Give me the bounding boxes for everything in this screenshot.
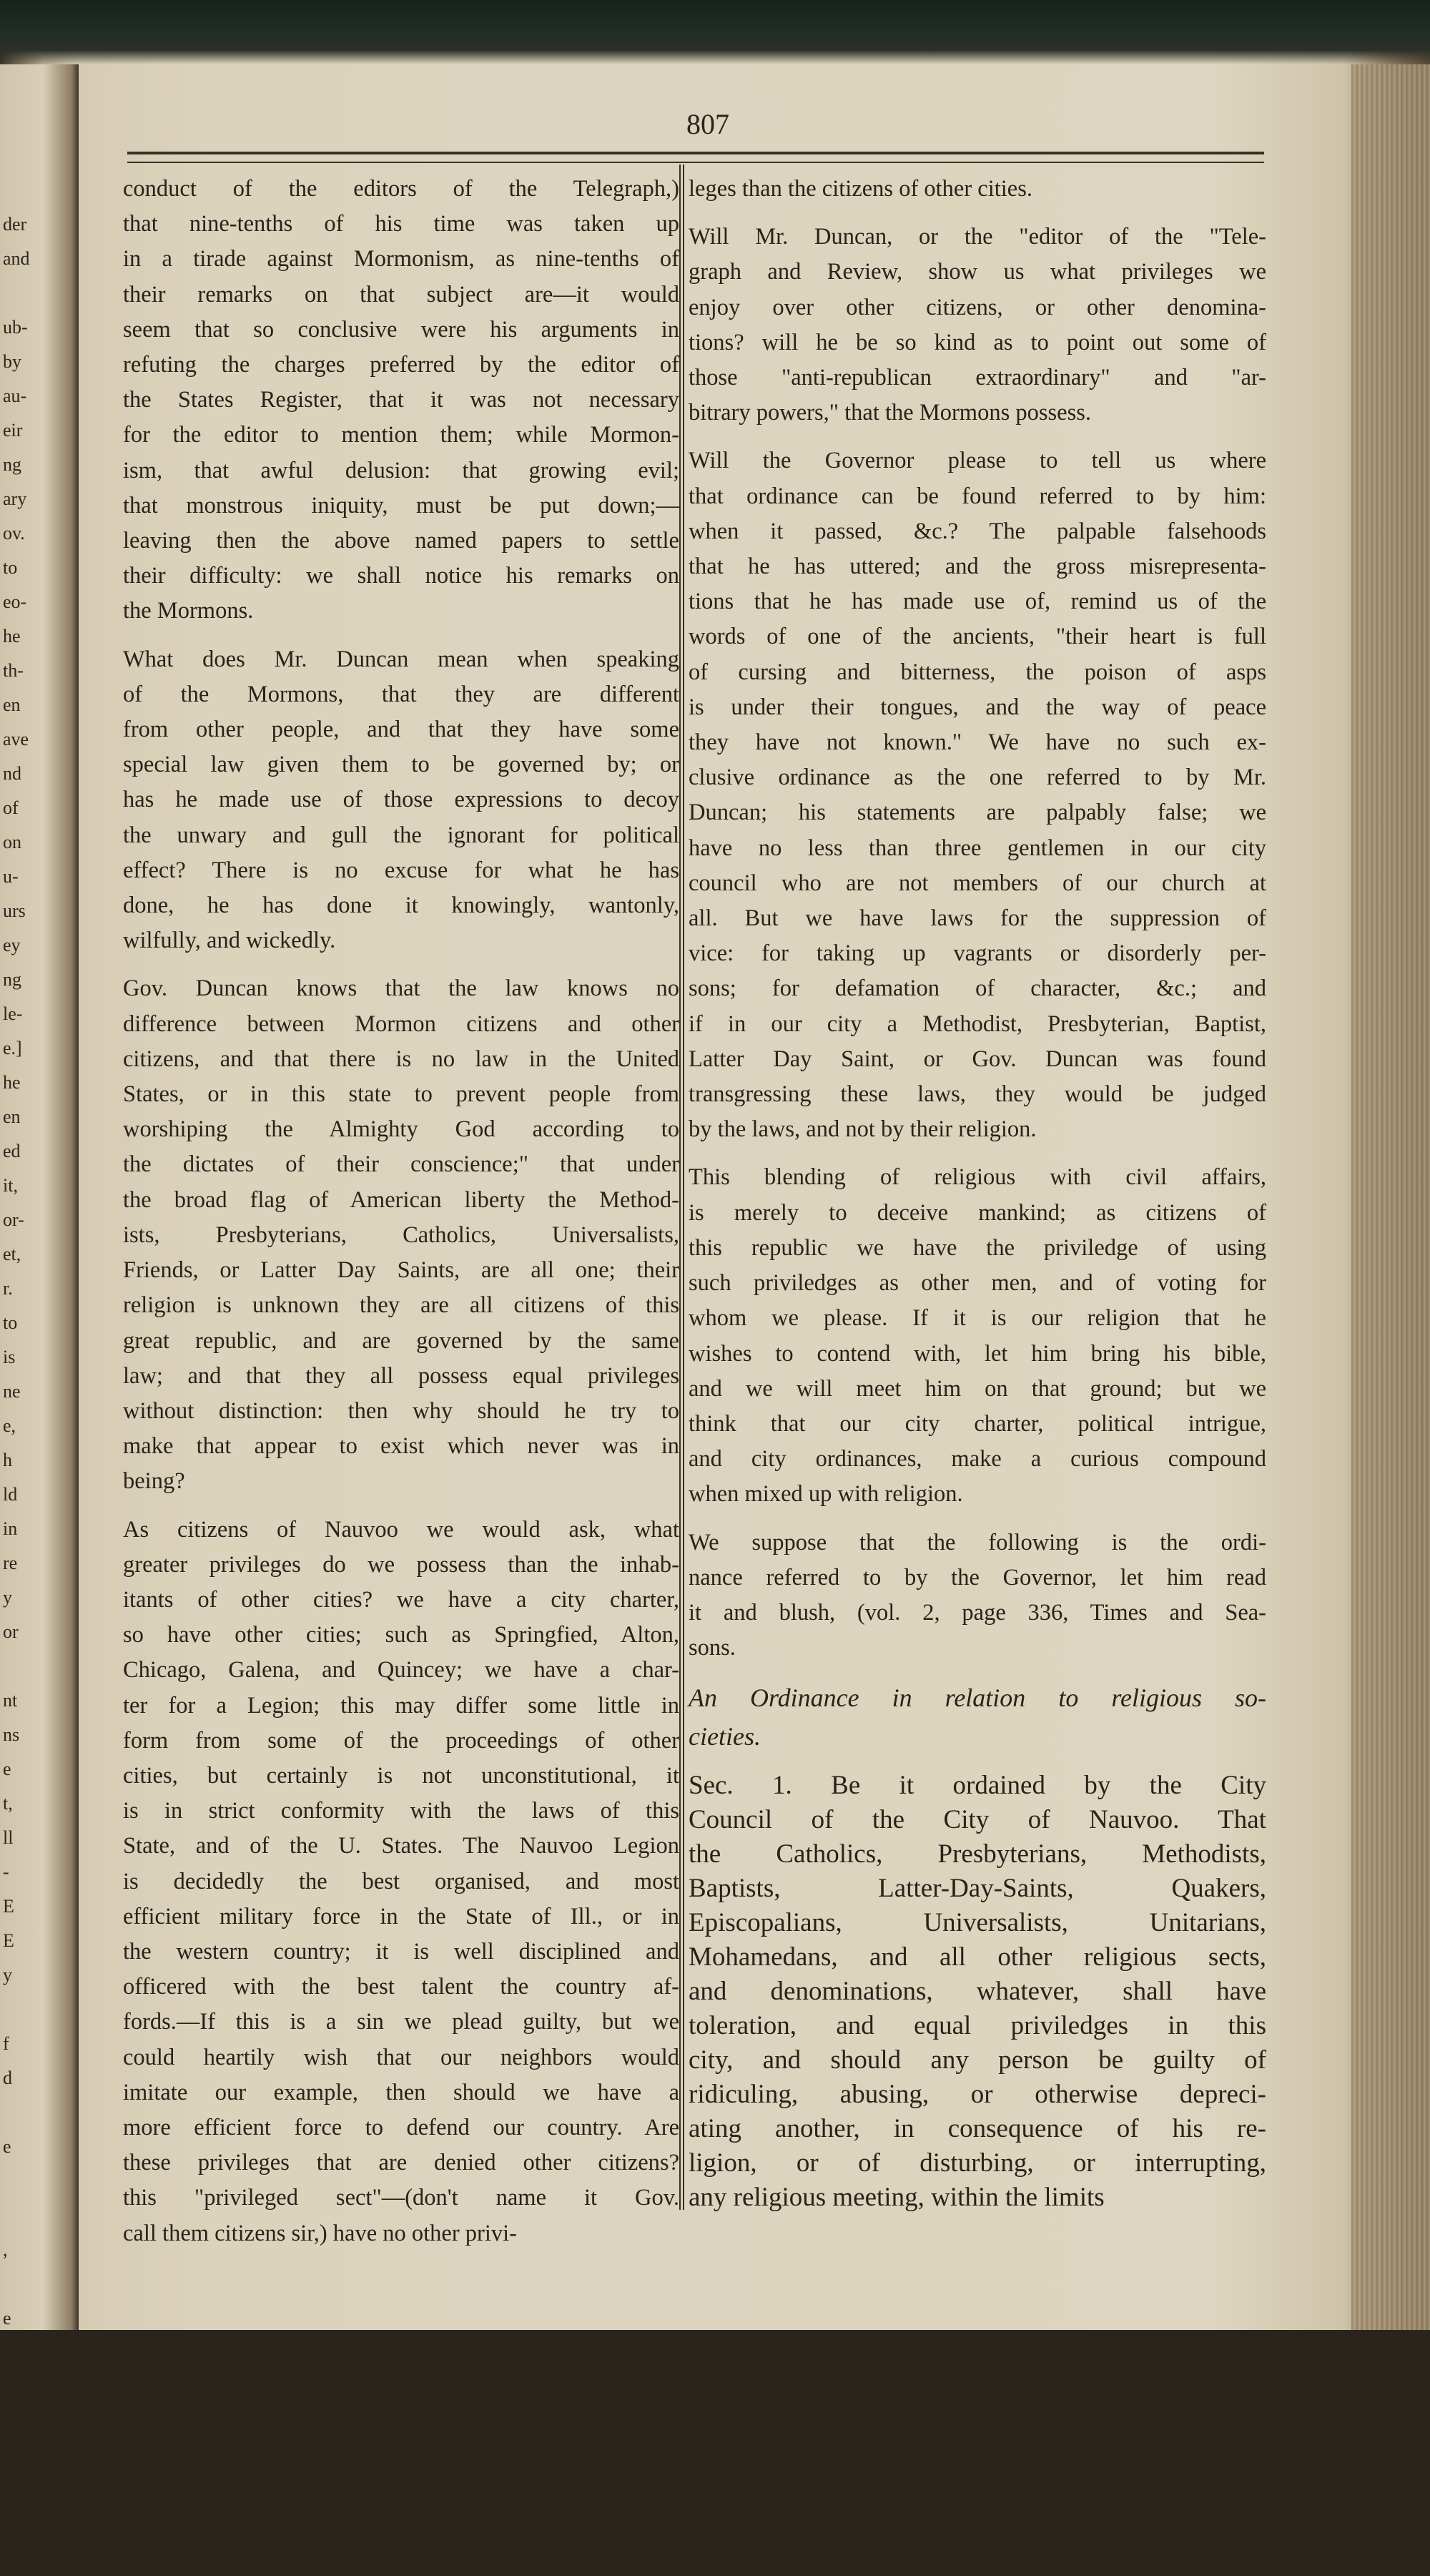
facing-page-fragment: he xyxy=(3,1072,21,1093)
text-line: tions? will he be so kind as to point out some of xyxy=(689,329,1266,355)
facing-page-fragment: - xyxy=(3,1862,9,1882)
text-line: think that our city charter, political intrigue, xyxy=(689,1410,1266,1437)
paragraph xyxy=(689,1769,1266,2215)
facing-page-fragment: en xyxy=(3,1106,21,1127)
text-line: nance referred to by the Governor, let him read xyxy=(689,1564,1266,1591)
text-line: whom we please. If it is our religion that he xyxy=(689,1305,1266,1332)
paragraph-gap xyxy=(689,431,1266,443)
facing-page-fragment: or- xyxy=(3,1209,24,1230)
text-line: so have other cities; such as Springfied, Alton, xyxy=(123,1622,679,1648)
facing-page-fragment: der xyxy=(3,214,27,235)
text-line: This blending of religious with civil affairs, xyxy=(689,1164,1266,1191)
paragraph xyxy=(123,172,679,629)
facing-page-fragment: he xyxy=(3,626,21,647)
facing-page-fragment: , xyxy=(3,2239,8,2260)
text-line: the western country; it is well disciplined and xyxy=(123,1938,679,1965)
facing-page-fragment: eir xyxy=(3,420,23,441)
facing-page-fragment: r. xyxy=(3,1278,13,1299)
facing-page-fragment: ng xyxy=(3,454,21,475)
text-line: religion is unknown they are all citizens of this xyxy=(123,1292,679,1319)
text-line: those "anti-republican extraordinary" and "ar- xyxy=(689,365,1266,391)
facing-page-fragment: e, xyxy=(3,1415,16,1436)
text-line: is in strict conformity with the laws of this xyxy=(123,1798,679,1824)
facing-page-fragment: it, xyxy=(3,1175,18,1196)
text-line: it and blush, (vol. 2, page 336, Times and Sea- xyxy=(689,1599,1266,1626)
text-line: call them citizens sir,) have no other privi- xyxy=(123,2220,518,2246)
text-line: As citizens of Nauvoo we would ask, what xyxy=(123,1516,679,1543)
book-spine-band xyxy=(0,0,1430,64)
facing-page-fragment xyxy=(3,1649,46,1683)
text-line: States, or in this state to prevent people from xyxy=(123,1081,679,1108)
text-line: more efficient force to defend our country. Are xyxy=(123,2114,679,2140)
text-line: special law given them to be governed by; or xyxy=(123,752,679,778)
text-line: itants of other cities? we have a city charter, xyxy=(123,1586,679,1613)
text-line: their difficulty: we shall notice his remarks on xyxy=(123,563,679,589)
text-line: the unwary and gull the ignorant for political xyxy=(123,822,679,848)
paragraph xyxy=(689,443,1266,1147)
text-line: that nine-tenths of his time was taken up xyxy=(123,211,679,237)
text-line: sons. xyxy=(689,1635,736,1661)
facing-page-fragment: eo- xyxy=(3,591,27,612)
text-line: wishes to contend with, let him bring his bible, xyxy=(689,1340,1266,1367)
facing-page-fragment: to xyxy=(3,557,18,578)
facing-page-fragment: ary xyxy=(3,488,27,509)
text-line: Duncan; his statements are palpably false; we xyxy=(689,800,1266,826)
text-line: of cursing and bitterness, the poison of asps xyxy=(689,659,1266,685)
facing-page-fragment: f xyxy=(3,2411,9,2432)
paragraph-gap xyxy=(689,207,1266,220)
facing-page-fragment: en xyxy=(3,694,21,715)
facing-page-fragment: au- xyxy=(3,385,27,406)
facing-page-fragment: e xyxy=(3,2136,11,2157)
text-line: bitrary powers," that the Mormons possess. xyxy=(689,400,1091,426)
text-line: leges than the citizens of other cities. xyxy=(689,176,1033,202)
text-line: by the laws, and not by their religion. xyxy=(689,1116,1037,1143)
text-line: form from some of the proceedings of other xyxy=(123,1727,679,1754)
paragraph-gap xyxy=(123,1500,679,1513)
text-line: State, and of the U. States. The Nauvoo Legion xyxy=(123,1833,679,1859)
text-line: Will Mr. Duncan, or the "editor of the "Tele- xyxy=(689,224,1266,250)
facing-page-fragment: of xyxy=(3,797,19,818)
facing-page-fragment: E xyxy=(3,1896,14,1917)
facing-page-fragment: by xyxy=(3,351,21,372)
text-line: greater privileges do we possess than the inhab- xyxy=(123,1551,679,1578)
text-line: has he made use of those expressions to decoy xyxy=(123,787,679,813)
text-line: make that appear to exist which never was in xyxy=(123,1433,679,1460)
text-line: tions that he has made use of, remind us of the xyxy=(689,589,1266,615)
text-line: An Ordinance in relation to religious so- xyxy=(689,1683,1266,1713)
text-line: What does Mr. Duncan mean when speaking xyxy=(123,646,679,672)
text-line: cities, but certainly is not unconstitutional, it xyxy=(123,1762,679,1789)
text-line: law; and that they all possess equal privileges xyxy=(123,1362,679,1389)
facing-page-fragment: th- xyxy=(3,660,24,681)
text-line: effect? There is no excuse for what he has xyxy=(123,857,679,883)
facing-page-fragment: y xyxy=(3,1965,12,1985)
text-line: enjoy over other citizens, or other denomina- xyxy=(689,294,1266,320)
paragraph xyxy=(689,1160,1266,1512)
facing-page-fragment: d xyxy=(3,2068,12,2088)
facing-page-fragment: ov. xyxy=(3,523,25,544)
text-line: ridiculing, abusing, or otherwise depreci- xyxy=(689,2080,1266,2110)
facing-page-fragment: on xyxy=(3,832,21,852)
text-line: done, he has done it knowingly, wantonly, xyxy=(123,893,679,919)
text-line: Chicago, Galena, and Quincey; we have a char- xyxy=(123,1657,679,1683)
facing-page-fragment xyxy=(3,2095,46,2130)
text-line: the broad flag of American liberty the Method- xyxy=(123,1186,679,1213)
facing-page-fragment: et, xyxy=(3,1244,21,1264)
facing-page-fragment: ng xyxy=(3,969,21,990)
paragraph-gap xyxy=(123,629,679,642)
column-divider xyxy=(679,164,684,2210)
facing-page-fragment: ns xyxy=(3,1724,20,1745)
facing-page-fragment: ub- xyxy=(3,317,28,338)
text-line: fords.—If this is a sin we plead guilty, but we xyxy=(123,2009,679,2035)
text-line: sons; for defamation of character, &c.; and xyxy=(689,975,1266,1002)
facing-page-fragment: t, xyxy=(3,1793,13,1814)
text-line: We suppose that the following is the ordi- xyxy=(689,1529,1266,1555)
facing-page-fragment: h xyxy=(3,1450,12,1470)
text-line: vice: for taking up vagrants or disorderly per- xyxy=(689,940,1266,967)
facing-page-fragment: 1 xyxy=(3,2548,12,2569)
text-line: cieties. xyxy=(689,1722,761,1751)
paragraph-gap xyxy=(689,1147,1266,1160)
text-line: and denominations, whatever, shall have xyxy=(689,1977,1266,2007)
text-line: conduct of the editors of the Telegraph,) xyxy=(123,176,679,202)
facing-page-fragment: e xyxy=(3,1759,11,1779)
facing-page-fragment xyxy=(3,2198,46,2233)
text-line: that ordinance can be found referred to by him: xyxy=(689,483,1266,509)
paragraph-gap xyxy=(689,1756,1266,1769)
text-line: ating another, in consequence of his re- xyxy=(689,2114,1266,2144)
text-line: great republic, and are governed by the same xyxy=(123,1327,679,1354)
facing-page-fragment xyxy=(3,2336,46,2370)
facing-page-fragment: le- xyxy=(3,1003,23,1024)
text-line: officered with the best talent the country af- xyxy=(123,1974,679,2000)
facing-page-fragment xyxy=(3,2164,46,2198)
text-line: is decidedly the best organised, and most xyxy=(123,1868,679,1894)
text-line: that he has uttered; and the gross misrepresenta- xyxy=(689,554,1266,580)
facing-page-fragment: nd xyxy=(3,763,21,784)
facing-page-fragment xyxy=(3,2267,46,2301)
text-line: is under their tongues, and the way of peace xyxy=(689,694,1266,720)
text-line: seem that so conclusive were his arguments in xyxy=(123,316,679,343)
right-column xyxy=(689,172,1266,2215)
facing-page-fragment: re xyxy=(3,1553,18,1573)
text-line: council who are not members of our church at xyxy=(689,870,1266,896)
facing-page-fragment: ld xyxy=(3,1484,18,1505)
paragraph xyxy=(689,172,1266,207)
facing-page-fragment: e.] xyxy=(3,1038,22,1058)
facing-page-fragment: u- xyxy=(3,866,19,887)
text-line: these privileges that are denied other citizens? xyxy=(123,2150,679,2176)
text-line: being? xyxy=(123,1468,185,1495)
facing-page-fragment: nt xyxy=(3,1690,18,1711)
facing-page-fragment: 1 xyxy=(3,2376,12,2397)
text-line: the Catholics, Presbyterians, Methodists, xyxy=(689,1839,1266,1869)
text-line: Friends, or Latter Day Saints, are all one; their xyxy=(123,1257,679,1284)
facing-page-fragment: ll xyxy=(3,1827,14,1848)
text-line: have no less than three gentlemen in our city xyxy=(689,835,1266,861)
text-line: graph and Review, show us what privileges we xyxy=(689,259,1266,285)
page-edges xyxy=(1351,64,1430,2330)
paragraph xyxy=(123,971,679,1499)
paragraph-gap xyxy=(689,1666,1266,1678)
text-line: wilfully, and wickedly. xyxy=(123,928,336,954)
text-line: and city ordinances, make a curious compound xyxy=(689,1446,1266,1473)
facing-page-fragment: urs xyxy=(3,900,26,921)
text-line: the Mormons. xyxy=(123,598,254,624)
facing-page-fragment: or xyxy=(3,1621,19,1642)
text-line: Baptists, Latter-Day-Saints, Quakers, xyxy=(689,1874,1266,1904)
text-line: the States Register, that it was not necessary xyxy=(123,387,679,413)
text-line: refuting the charges preferred by the editor of xyxy=(123,352,679,378)
text-line: that monstrous iniquity, must be put down;— xyxy=(123,492,679,518)
text-line: this "privileged sect"—(don't name it Gov. xyxy=(123,2185,679,2211)
text-line: leaving then the above named papers to settle xyxy=(123,528,679,554)
facing-page-edge xyxy=(0,64,79,2569)
text-line: ter for a Legion; this may differ some little in xyxy=(123,1692,679,1719)
facing-page-fragment: and xyxy=(3,248,30,269)
text-line: transgressing these laws, they would be judged xyxy=(689,1081,1266,1108)
facing-page-fragment: ne xyxy=(3,1381,21,1402)
text-line: they have not known." We have no such ex- xyxy=(689,729,1266,756)
text-line: Gov. Duncan knows that the law knows no xyxy=(123,975,679,1002)
facing-page-fragment: is xyxy=(3,1347,16,1367)
text-line: imitate our example, then should we have a xyxy=(123,2079,679,2105)
text-line: ism, that awful delusion: that growing evil; xyxy=(123,457,679,483)
text-line: any religious meeting, within the limits xyxy=(689,2183,1105,2213)
text-line: efficient military force in the State of Ill., or in xyxy=(123,1903,679,1929)
left-column xyxy=(123,172,679,2264)
text-line: and we will meet him on that ground; but we xyxy=(689,1375,1266,1402)
facing-page-fragment xyxy=(3,1992,46,2027)
text-line: such priviledges as other men, and of voting for xyxy=(689,1270,1266,1297)
paragraph xyxy=(689,220,1266,431)
text-line: Mohamedans, and all other religious sects, xyxy=(689,1942,1266,1972)
paragraph xyxy=(689,1525,1266,1666)
text-line: clusive ordinance as the one referred to by Mr. xyxy=(689,765,1266,791)
paragraph xyxy=(123,1513,679,2251)
paragraph-gap xyxy=(689,1513,1266,1525)
facing-page-fragment: ave xyxy=(3,729,29,749)
facing-page-fragment: ed xyxy=(3,1141,21,1161)
text-line: Latter Day Saint, or Gov. Duncan was found xyxy=(689,1046,1266,1072)
text-line: city, and should any person be guilty of xyxy=(689,2045,1266,2075)
page-number: 807 xyxy=(686,108,729,140)
text-line: Council of the City of Nauvoo. That xyxy=(689,1805,1266,1835)
text-line: words of one of the ancients, "their heart is full xyxy=(689,624,1266,650)
text-line: in a tirade against Mormonism, as nine-tenths of xyxy=(123,246,679,272)
text-line: is merely to deceive mankind; as citizens of xyxy=(689,1199,1266,1226)
text-line: Sec. 1. Be it ordained by the City xyxy=(689,1771,1266,1801)
text-line: worshiping the Almighty God according to xyxy=(123,1116,679,1143)
text-line: the dictates of their conscience;" that under xyxy=(123,1151,679,1178)
facing-page-fragment: y xyxy=(3,1587,12,1608)
text-line: their remarks on that subject are—it would xyxy=(123,281,679,308)
facing-page-fragment: in xyxy=(3,1518,18,1539)
facing-page-fragment xyxy=(3,2439,46,2473)
header-rule xyxy=(127,152,1264,163)
text-line: this republic we have the priviledge of using xyxy=(689,1234,1266,1261)
text-line: of the Mormons, that they are different xyxy=(123,681,679,707)
paragraph xyxy=(123,642,679,959)
text-line: ists, Presbyterians, Catholics, Universalists, xyxy=(123,1221,679,1248)
text-line: Episcopalians, Universalists, Unitarians, xyxy=(689,1908,1266,1938)
text-line: for the editor to mention them; while Mormon- xyxy=(123,422,679,448)
text-line: ligion, or of disturbing, or interrupting, xyxy=(689,2148,1266,2178)
text-line: Will the Governor please to tell us where xyxy=(689,448,1266,474)
text-line: when it passed, &c.? The palpable falsehoods xyxy=(689,518,1266,544)
facing-page-fragment xyxy=(3,276,46,310)
text-line: without distinction: then why should he try to xyxy=(123,1397,679,1424)
facing-page-fragment xyxy=(3,2507,46,2542)
facing-page-fragment: f xyxy=(3,2033,9,2054)
text-line: when mixed up with religion. xyxy=(689,1481,963,1508)
text-line: from other people, and that they have some xyxy=(123,717,679,743)
paragraph xyxy=(689,1678,1266,1756)
text-line: difference between Mormon citizens and other xyxy=(123,1011,679,1037)
facing-page-fragment: to xyxy=(3,1312,18,1333)
text-line: if in our city a Methodist, Presbyterian, Baptist, xyxy=(689,1011,1266,1037)
paragraph-gap xyxy=(123,958,679,971)
text-line: citizens, and that there is no law in the United xyxy=(123,1046,679,1072)
text-line: toleration, and equal priviledges in this xyxy=(689,2011,1266,2041)
paragraph-gap xyxy=(123,2251,679,2264)
text-line: all. But we have laws for the suppression of xyxy=(689,905,1266,932)
text-line: could heartily wish that our neighbors would xyxy=(123,2044,679,2070)
facing-page-fragment: e xyxy=(3,2308,11,2329)
facing-page-fragment: E xyxy=(3,1930,14,1951)
facing-page-text-fragments xyxy=(3,207,46,2576)
facing-page-fragment: ey xyxy=(3,935,21,955)
facing-page-fragment: t xyxy=(3,2479,9,2500)
